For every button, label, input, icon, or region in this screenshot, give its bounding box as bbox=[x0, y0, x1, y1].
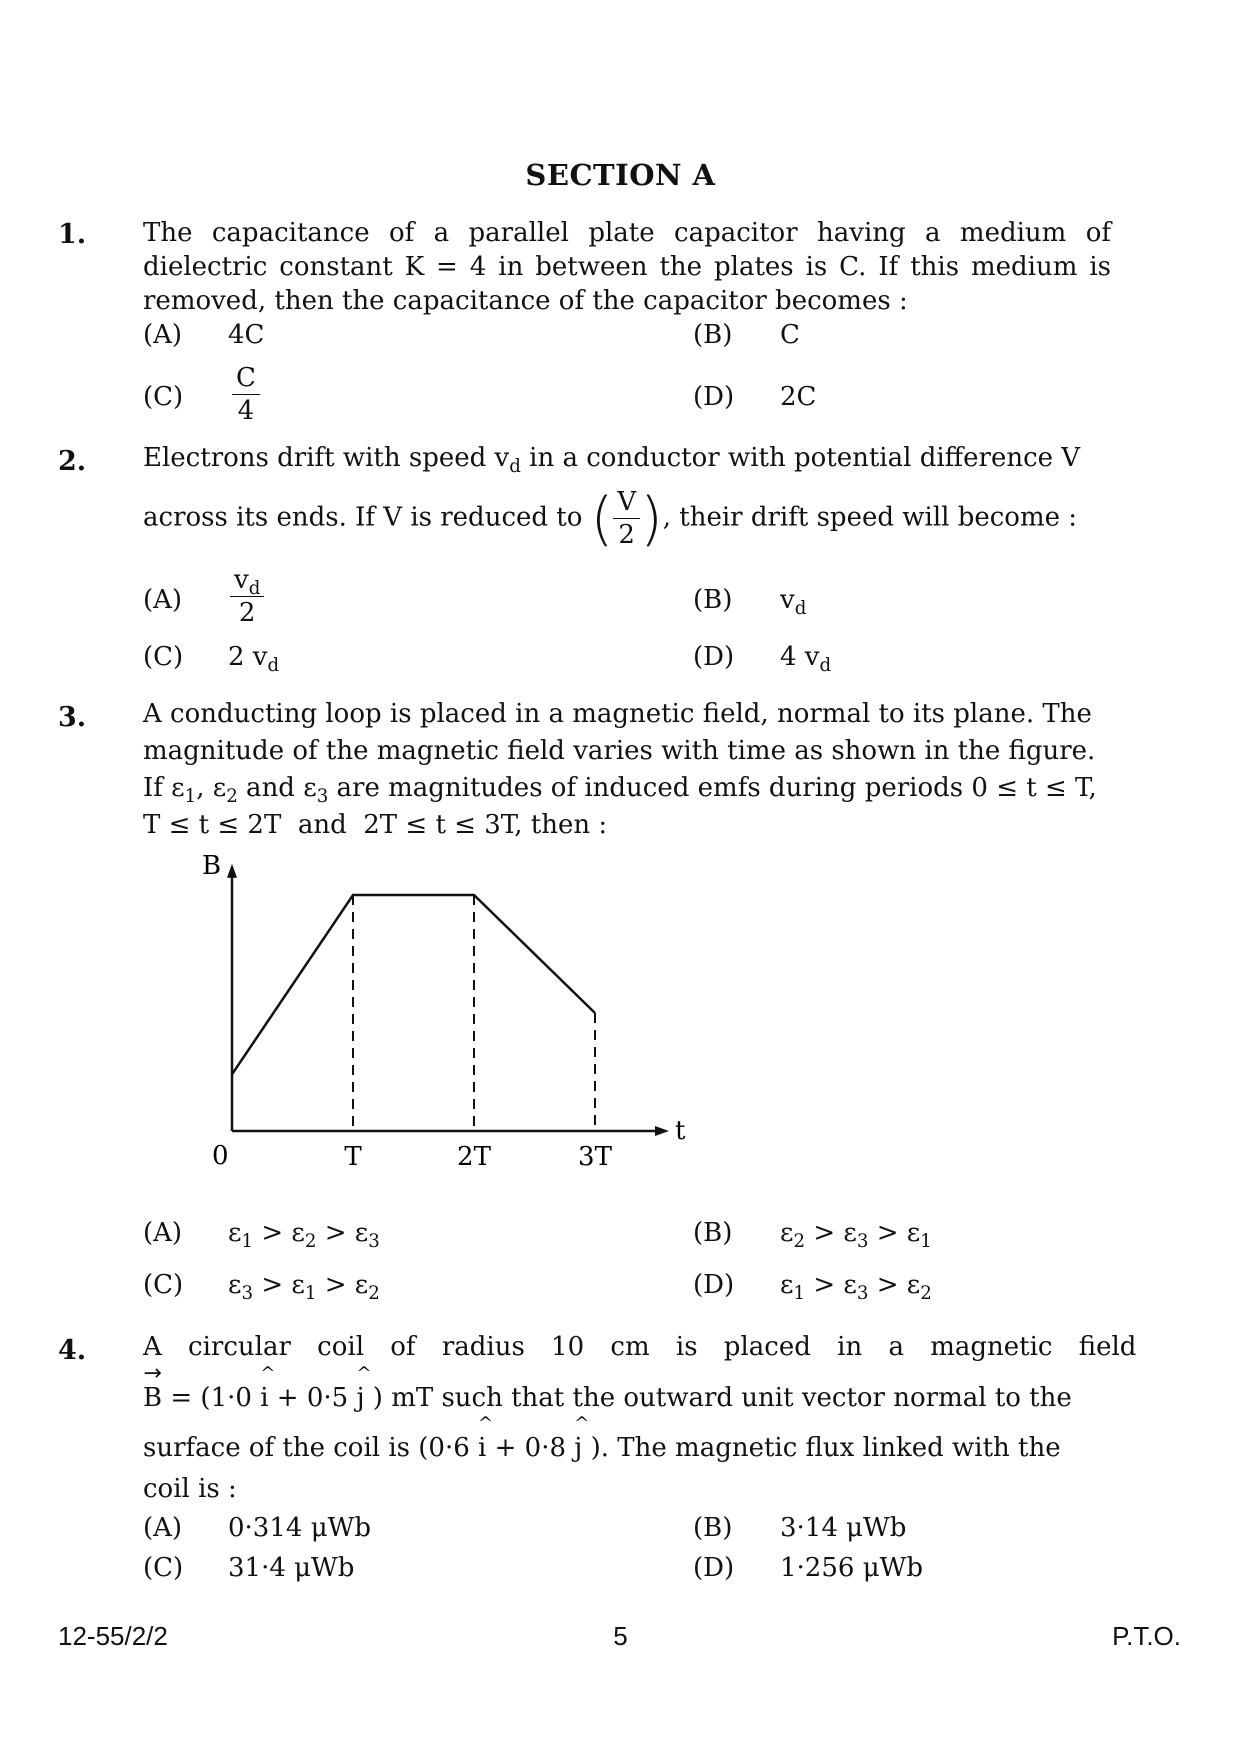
q3-option-b-value: $\varepsilon_2 > \varepsilon_3 > \varepsilon_1$ bbox=[780, 1218, 932, 1252]
q2-line1-subscript: d bbox=[509, 456, 521, 477]
q4-l2-a: = (1·0 bbox=[162, 1383, 261, 1413]
q3-l3-c: and ε bbox=[237, 773, 317, 803]
q3-option-a-value: $\varepsilon_1 > \varepsilon_2 > \varepsilon_3$ bbox=[228, 1218, 380, 1252]
question-4-line-2: → B = (1·0 ^ i + 0·5 ^ j ) mT such that the outward unit vector normal to the bbox=[143, 1361, 1072, 1413]
q1-option-d-label: (D) bbox=[693, 382, 735, 412]
q3-option-c-label: (C) bbox=[143, 1270, 184, 1300]
q4-option-d-value: 1·256 μWb bbox=[780, 1553, 923, 1583]
q3-l3-a: If ε bbox=[143, 773, 185, 803]
q1-option-a-label: (A) bbox=[143, 320, 183, 350]
question-3-line-2: magnitude of the magnetic field varies with time as shown in the figure. bbox=[143, 736, 1096, 766]
q4-l2-b: + 0·5 bbox=[268, 1383, 357, 1413]
q2-option-a-value bbox=[230, 566, 264, 627]
q4-l2-j: j bbox=[356, 1383, 365, 1413]
q1-option-d-value: 2C bbox=[780, 382, 817, 412]
q4-l3-b: + 0·8 bbox=[486, 1433, 575, 1463]
q2-option-a-numerator: v bbox=[234, 565, 249, 595]
q4-option-c-value: 31·4 μWb bbox=[228, 1553, 355, 1583]
q3-l3-s3: 3 bbox=[316, 786, 329, 807]
q4-l3-hat-j: ^ bbox=[574, 1413, 590, 1434]
graph-tick-label-2t: 2T bbox=[457, 1142, 491, 1172]
graph-tick-label-3t: 3T bbox=[578, 1142, 612, 1172]
q4-l3-j: j bbox=[574, 1433, 583, 1463]
q4-option-a-value: 0·314 μWb bbox=[228, 1513, 371, 1543]
q2-option-d-sub: d bbox=[819, 655, 832, 676]
q2-option-d-value bbox=[780, 642, 832, 676]
footer-page-number: 5 bbox=[613, 1621, 628, 1651]
q3-option-d-value: $\varepsilon_1 > \varepsilon_3 > \varepsilon_2$ bbox=[780, 1270, 932, 1304]
q3-option-b-label: (B) bbox=[693, 1218, 733, 1248]
q2-option-d-label: (D) bbox=[693, 642, 735, 672]
q4-l3-i: i bbox=[478, 1433, 487, 1463]
q2-option-c-text: 2 v bbox=[228, 642, 268, 672]
question-2-line-2: across its ends. If V is reduced to ( $\frac{V}{2}$ ), their drift speed will become : bbox=[143, 484, 1078, 553]
q2-option-b-sub: d bbox=[794, 598, 807, 619]
magnetic-field-graph bbox=[200, 845, 800, 1225]
q2-option-c-value bbox=[228, 642, 280, 676]
q4-l3-a: surface of the coil is (0·6 bbox=[143, 1433, 479, 1463]
q4-option-c-label: (C) bbox=[143, 1553, 184, 1583]
q2-option-b-value bbox=[780, 585, 807, 619]
q3-a-e3: 3 bbox=[368, 1231, 380, 1252]
q4-option-b-label: (B) bbox=[693, 1513, 733, 1543]
q3-option-a-label: (A) bbox=[143, 1218, 183, 1248]
q3-l3-d: are magnitudes of induced emfs during periods 0 ≤ t ≤ T, bbox=[328, 773, 1097, 803]
question-text-1: The capacitance of a parallel plate capacitor having a medium of dielectric constant K = 4 in between the plates is C. If this medium is removed, then the capacitance of the capacitor becomes : bbox=[143, 218, 1111, 316]
question-3-line-4: T ≤ t ≤ 2T and 2T ≤ t ≤ 3T, then : bbox=[143, 810, 608, 840]
q4-l2-hat-j: ^ bbox=[356, 1363, 372, 1384]
graph-b-vs-t-line bbox=[232, 895, 595, 1074]
section-title: SECTION A bbox=[525, 158, 716, 192]
q1-option-c-label: (C) bbox=[143, 382, 184, 412]
q2-option-d-text: 4 v bbox=[780, 642, 820, 672]
q3-a-e1: 1 bbox=[241, 1231, 254, 1252]
question-4-line-1: A circular coil of radius 10 cm is placed in a magnetic field bbox=[143, 1332, 1137, 1362]
question-number-3: 3. bbox=[58, 702, 87, 733]
footer-paper-code: 12-55/2/2 bbox=[58, 1621, 168, 1651]
question-number-2: 2. bbox=[58, 446, 87, 477]
q3-c-e2: 1 bbox=[304, 1283, 317, 1304]
question-4-line-3 bbox=[143, 1413, 1111, 1463]
q4-option-d-label: (D) bbox=[693, 1553, 735, 1583]
question-number-1: 1. bbox=[58, 219, 87, 250]
graph-origin-label: 0 bbox=[212, 1141, 229, 1171]
q2-fraction-denominator: 2 bbox=[618, 520, 635, 550]
graph-x-axis-arrowhead bbox=[655, 1126, 669, 1136]
graph-tick-label-t: T bbox=[344, 1142, 362, 1172]
graph-y-axis-arrowhead bbox=[227, 864, 237, 878]
q3-d-e3: 2 bbox=[920, 1283, 932, 1304]
q1-option-c-value bbox=[232, 364, 260, 425]
q4-l2-hat-i: ^ bbox=[260, 1363, 276, 1384]
q3-b-e1: 2 bbox=[793, 1231, 806, 1252]
q2-line2-part-b: , their drift speed will become : bbox=[662, 502, 1078, 533]
q4-vector-b: B bbox=[143, 1383, 163, 1413]
q1-option-c-numerator: C bbox=[232, 364, 260, 395]
question-3-line-3 bbox=[143, 773, 1111, 807]
q2-option-a-numerator-sub: d bbox=[248, 578, 261, 599]
q2-option-a-label: (A) bbox=[143, 585, 183, 615]
q2-line1-part-b: in a conductor with potential difference V bbox=[520, 443, 1081, 473]
q2-fraction-numerator: V bbox=[613, 488, 640, 519]
graph-y-label: B bbox=[202, 850, 222, 881]
q2-option-c-label: (C) bbox=[143, 642, 184, 672]
q1-option-b-label: (B) bbox=[693, 320, 733, 350]
q4-l2-c: ) mT such that the outward unit vector normal to the bbox=[364, 1383, 1072, 1413]
q4-option-b-value: 3·14 μWb bbox=[780, 1513, 907, 1543]
q3-option-d-label: (D) bbox=[693, 1270, 735, 1300]
q4-option-a-label: (A) bbox=[143, 1513, 183, 1543]
q2-option-b-text: v bbox=[780, 585, 795, 615]
question-4-line-4: coil is : bbox=[143, 1474, 237, 1504]
q2-line1-part-a: Electrons drift with speed v bbox=[143, 443, 510, 473]
q3-c-e3: 2 bbox=[368, 1283, 380, 1304]
q3-l3-s1: 1 bbox=[184, 786, 197, 807]
question-3-line-1: A conducting loop is placed in a magnetic field, normal to its plane. The bbox=[143, 699, 1092, 729]
q3-d-e1: 1 bbox=[793, 1283, 806, 1304]
q3-b-e3: 1 bbox=[920, 1231, 932, 1252]
q1-option-b-value: C bbox=[780, 320, 800, 350]
q2-option-c-sub: d bbox=[267, 655, 280, 676]
q3-d-e2: 3 bbox=[856, 1283, 869, 1304]
q3-c-e1: 3 bbox=[241, 1283, 254, 1304]
q4-l3-hat-i: ^ bbox=[478, 1413, 494, 1434]
q2-option-b-label: (B) bbox=[693, 585, 733, 615]
question-2-line-1 bbox=[143, 443, 1111, 477]
question-number-4: 4. bbox=[58, 1335, 87, 1366]
q3-option-c-value: $\varepsilon_3 > \varepsilon_1 > \varepsilon_2$ bbox=[228, 1270, 380, 1304]
q3-a-e2: 2 bbox=[304, 1231, 317, 1252]
q4-l3-c: ). The magnetic flux linked with the bbox=[582, 1433, 1061, 1463]
q4-l2-i: i bbox=[260, 1383, 269, 1413]
q3-b-e2: 3 bbox=[856, 1231, 869, 1252]
q3-l3-s2: 2 bbox=[226, 786, 238, 807]
q1-option-c-denominator: 4 bbox=[237, 396, 255, 426]
graph-x-label: t bbox=[675, 1116, 686, 1146]
q1-option-a-value: 4C bbox=[228, 320, 265, 350]
q2-line2-part-a: across its ends. If V is reduced to bbox=[143, 502, 591, 533]
q2-option-a-denominator: 2 bbox=[238, 598, 256, 628]
footer-pto: P.T.O. bbox=[1112, 1621, 1181, 1651]
q3-l3-b: , ε bbox=[196, 773, 227, 803]
